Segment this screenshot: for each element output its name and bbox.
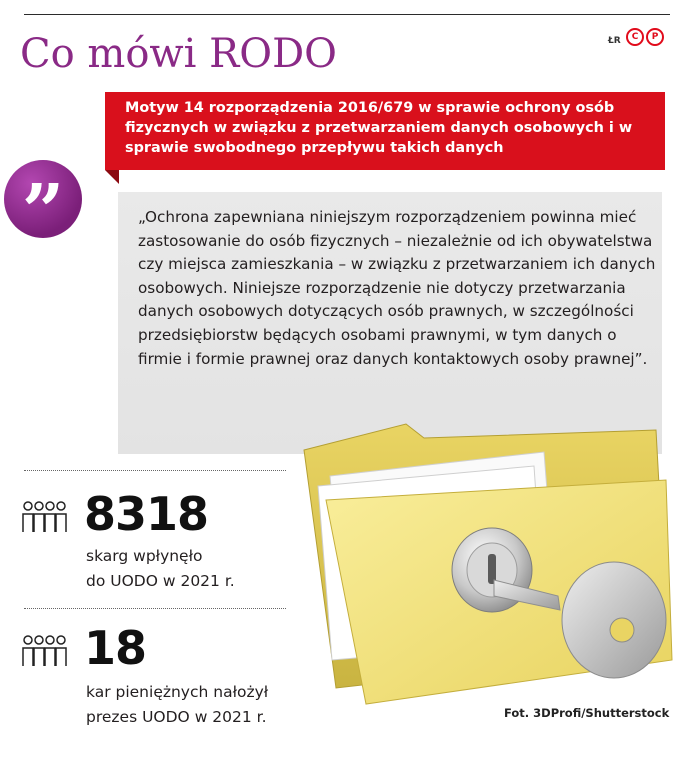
stat-value-complaints: 8318: [84, 487, 209, 541]
people-group-icon: [20, 500, 72, 534]
quote-text: „Ochrona zapewniana niniejszym rozporządzeniem powinna mieć zastosowanie do osób fizycznych – niezależnie od ich obywatelstwa czy miejsca zamieszkania – w związku z przetwarzaniem ich danych osobowych. Niniejsze rozporządzenie nie dotyczy przetwarzania danych osobowych dotyczących osób prawnych, w szczególności przedsiębiorstw będących osobami prawnymi, w tym danych o firmie i formie prawnej oraz danych kontaktowych osoby prawnej”.: [138, 208, 656, 368]
page-title: Co mówi RODO: [20, 31, 337, 77]
quote-mark-icon: ”: [4, 160, 82, 238]
people-group-icon: [20, 634, 72, 668]
stat-divider: [24, 608, 286, 609]
author-initials: ŁR: [608, 36, 621, 46]
logo-letter-p: P: [646, 28, 664, 46]
top-rule: [24, 14, 670, 15]
stat-divider: [24, 470, 286, 471]
logo-letter-c: C: [626, 28, 644, 46]
stat-value-fines: 18: [84, 621, 147, 675]
stat-desc-line1: kar pieniężnych nałożył: [86, 683, 269, 701]
stat-desc-line2: prezes UODO w 2021 r.: [86, 708, 267, 726]
stat-desc-line1: skarg wpłynęło: [86, 547, 203, 565]
stat-desc-line2: do UODO w 2021 r.: [86, 572, 235, 590]
folder-with-key-illustration: [296, 420, 676, 708]
photo-credit: Fot. 3DProfi/Shutterstock: [504, 706, 670, 720]
publisher-logo: [626, 28, 664, 46]
source-heading: Motyw 14 rozporządzenia 2016/679 w sprawie ochrony osób fizycznych w związku z przetwarzaniem danych osobowych i w sprawie swobodnego przepływu takich danych: [105, 92, 665, 170]
